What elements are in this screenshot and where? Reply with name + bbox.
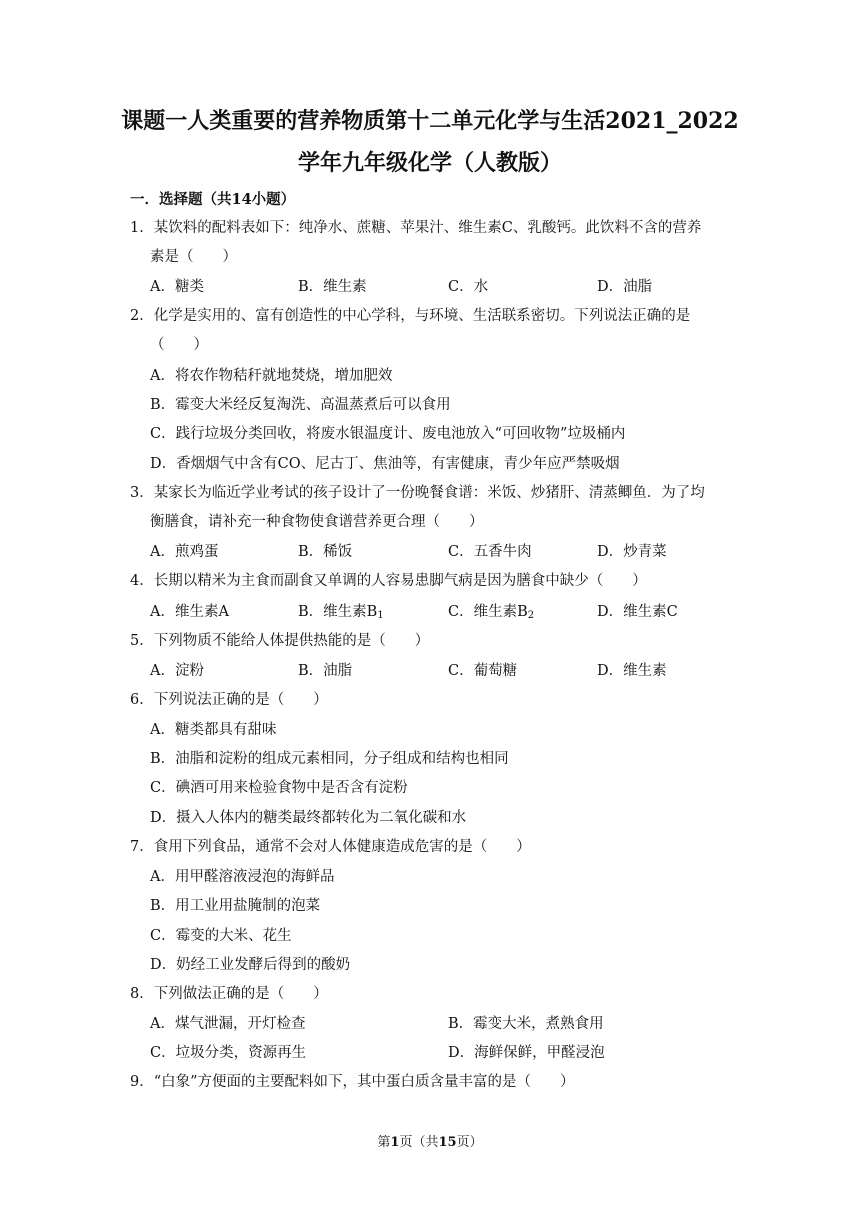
question-5-option-a: A．淀粉 [150,663,204,679]
question-8-option-a: A．煤气泄漏，开灯检查 [150,1016,306,1032]
question-2-option-a: A．将农作物秸秆就地焚烧，增加肥效 [150,368,393,384]
question-5-option-b: B．油脂 [298,663,353,679]
question-4-option-a: A．维生素A [150,604,229,620]
question-6-option-c: C．碘酒可用来检验食物中是否含有淀粉 [150,780,408,796]
question-8-option-c: C．垃圾分类，资源再生 [150,1045,307,1061]
footer-mid: 页（共 [399,1135,439,1150]
footer-total-pages: 15 [438,1135,457,1150]
question-6-option-a: A．糖类都具有甜味 [150,722,277,738]
question-8-option-b: B．霉变大米，煮熟食用 [448,1016,604,1032]
question-3-line-2: 衡膳食，请补充一种食物使食谱营养更合理（ ） [150,514,484,530]
question-7-option-d: D．奶经工业发酵后得到的酸奶 [150,957,351,973]
question-8-line-1: 8．下列做法正确的是（ ） [130,986,328,1002]
question-3-line-1: 3．某家长为临近学业考试的孩子设计了一份晚餐食谱：米饭、炒猪肝、清蒸鲫鱼．为了均 [130,485,705,501]
question-4-option-b-text: B．维生素B [298,604,378,620]
question-4-option-c-subscript: 2 [527,610,535,621]
question-7-line-1: 7．食用下列食品，通常不会对人体健康造成危害的是（ ） [130,839,531,855]
question-1-option-c: C．水 [448,279,489,295]
question-7-option-c: C．霉变的大米、花生 [150,928,292,944]
question-5-line-1: 5．下列物质不能给人体提供热能的是（ ） [130,633,430,649]
question-3-option-d: D．炒青菜 [597,544,667,560]
question-4-option-d: D．维生素C [597,604,678,620]
question-3-option-b: B．稀饭 [298,544,353,560]
question-2-line-1: 2．化学是实用的、富有创造性的中心学科，与环境、生活联系密切。下列说法正确的是 [130,308,691,324]
question-4-option-c-text: C．维生素B [448,604,528,620]
question-4-option-c [448,602,534,626]
question-8-option-d: D．海鲜保鲜，甲醛浸泡 [448,1045,605,1061]
question-9-line-1: 9．“白象”方便面的主要配料如下，其中蛋白质含量丰富的是（ ） [130,1074,575,1090]
question-2-option-c: C．践行垃圾分类回收，将废水银温度计、废电池放入“可回收物”垃圾桶内 [150,426,626,442]
section-heading: 一．选择题（共14小题） [130,191,296,208]
question-1-option-a: A．糖类 [150,279,204,295]
question-2-option-d: D．香烟烟气中含有CO、尼古丁、焦油等，有害健康，青少年应严禁吸烟 [150,456,620,472]
question-6-line-1: 6．下列说法正确的是（ ） [130,692,328,708]
question-4-option-b-subscript: 1 [377,610,384,621]
page-footer [0,1131,860,1150]
question-3-option-c: C．五香牛肉 [448,544,532,560]
question-4-option-b [298,602,384,626]
question-1-line-2: 素是（ ） [150,249,237,265]
question-4-line-1: 4．长期以精米为主食而副食又单调的人容易患脚气病是因为膳食中缺少（ ） [130,573,647,589]
question-1-option-d: D．油脂 [597,279,653,295]
question-5-option-d: D．维生素 [597,663,667,679]
question-7-option-a: A．用甲醛溶液浸泡的海鲜品 [150,869,335,885]
question-1-option-b: B．维生素 [298,279,367,295]
question-2-option-b: B．霉变大米经反复淘洗、高温蒸煮后可以食用 [150,397,451,413]
footer-suffix: 页） [456,1135,483,1150]
question-3-option-a: A．煎鸡蛋 [150,544,219,560]
question-6-option-b: B．油脂和淀粉的组成元素相同，分子组成和结构也相同 [150,751,509,767]
question-1-line-1: 1．某饮料的配料表如下：纯净水、蔗糖、苹果汁、维生素C、乳酸钙。此饮料不含的营养 [130,220,702,236]
question-5-option-c: C．葡萄糖 [448,663,518,679]
question-7-option-b: B．用工业用盐腌制的泡菜 [150,898,321,914]
question-6-option-d: D．摄入人体内的糖类最终都转化为二氧化碳和水 [150,810,467,826]
question-2-line-2: （ ） [150,337,208,353]
document-title-line-1: 课题一人类重要的营养物质第十二单元化学与生活2021_2022 [121,108,739,134]
footer-page-number: 1 [390,1135,400,1150]
document-title-line-2: 学年九年级化学（人教版） [297,150,562,176]
footer-prefix: 第 [377,1135,391,1150]
